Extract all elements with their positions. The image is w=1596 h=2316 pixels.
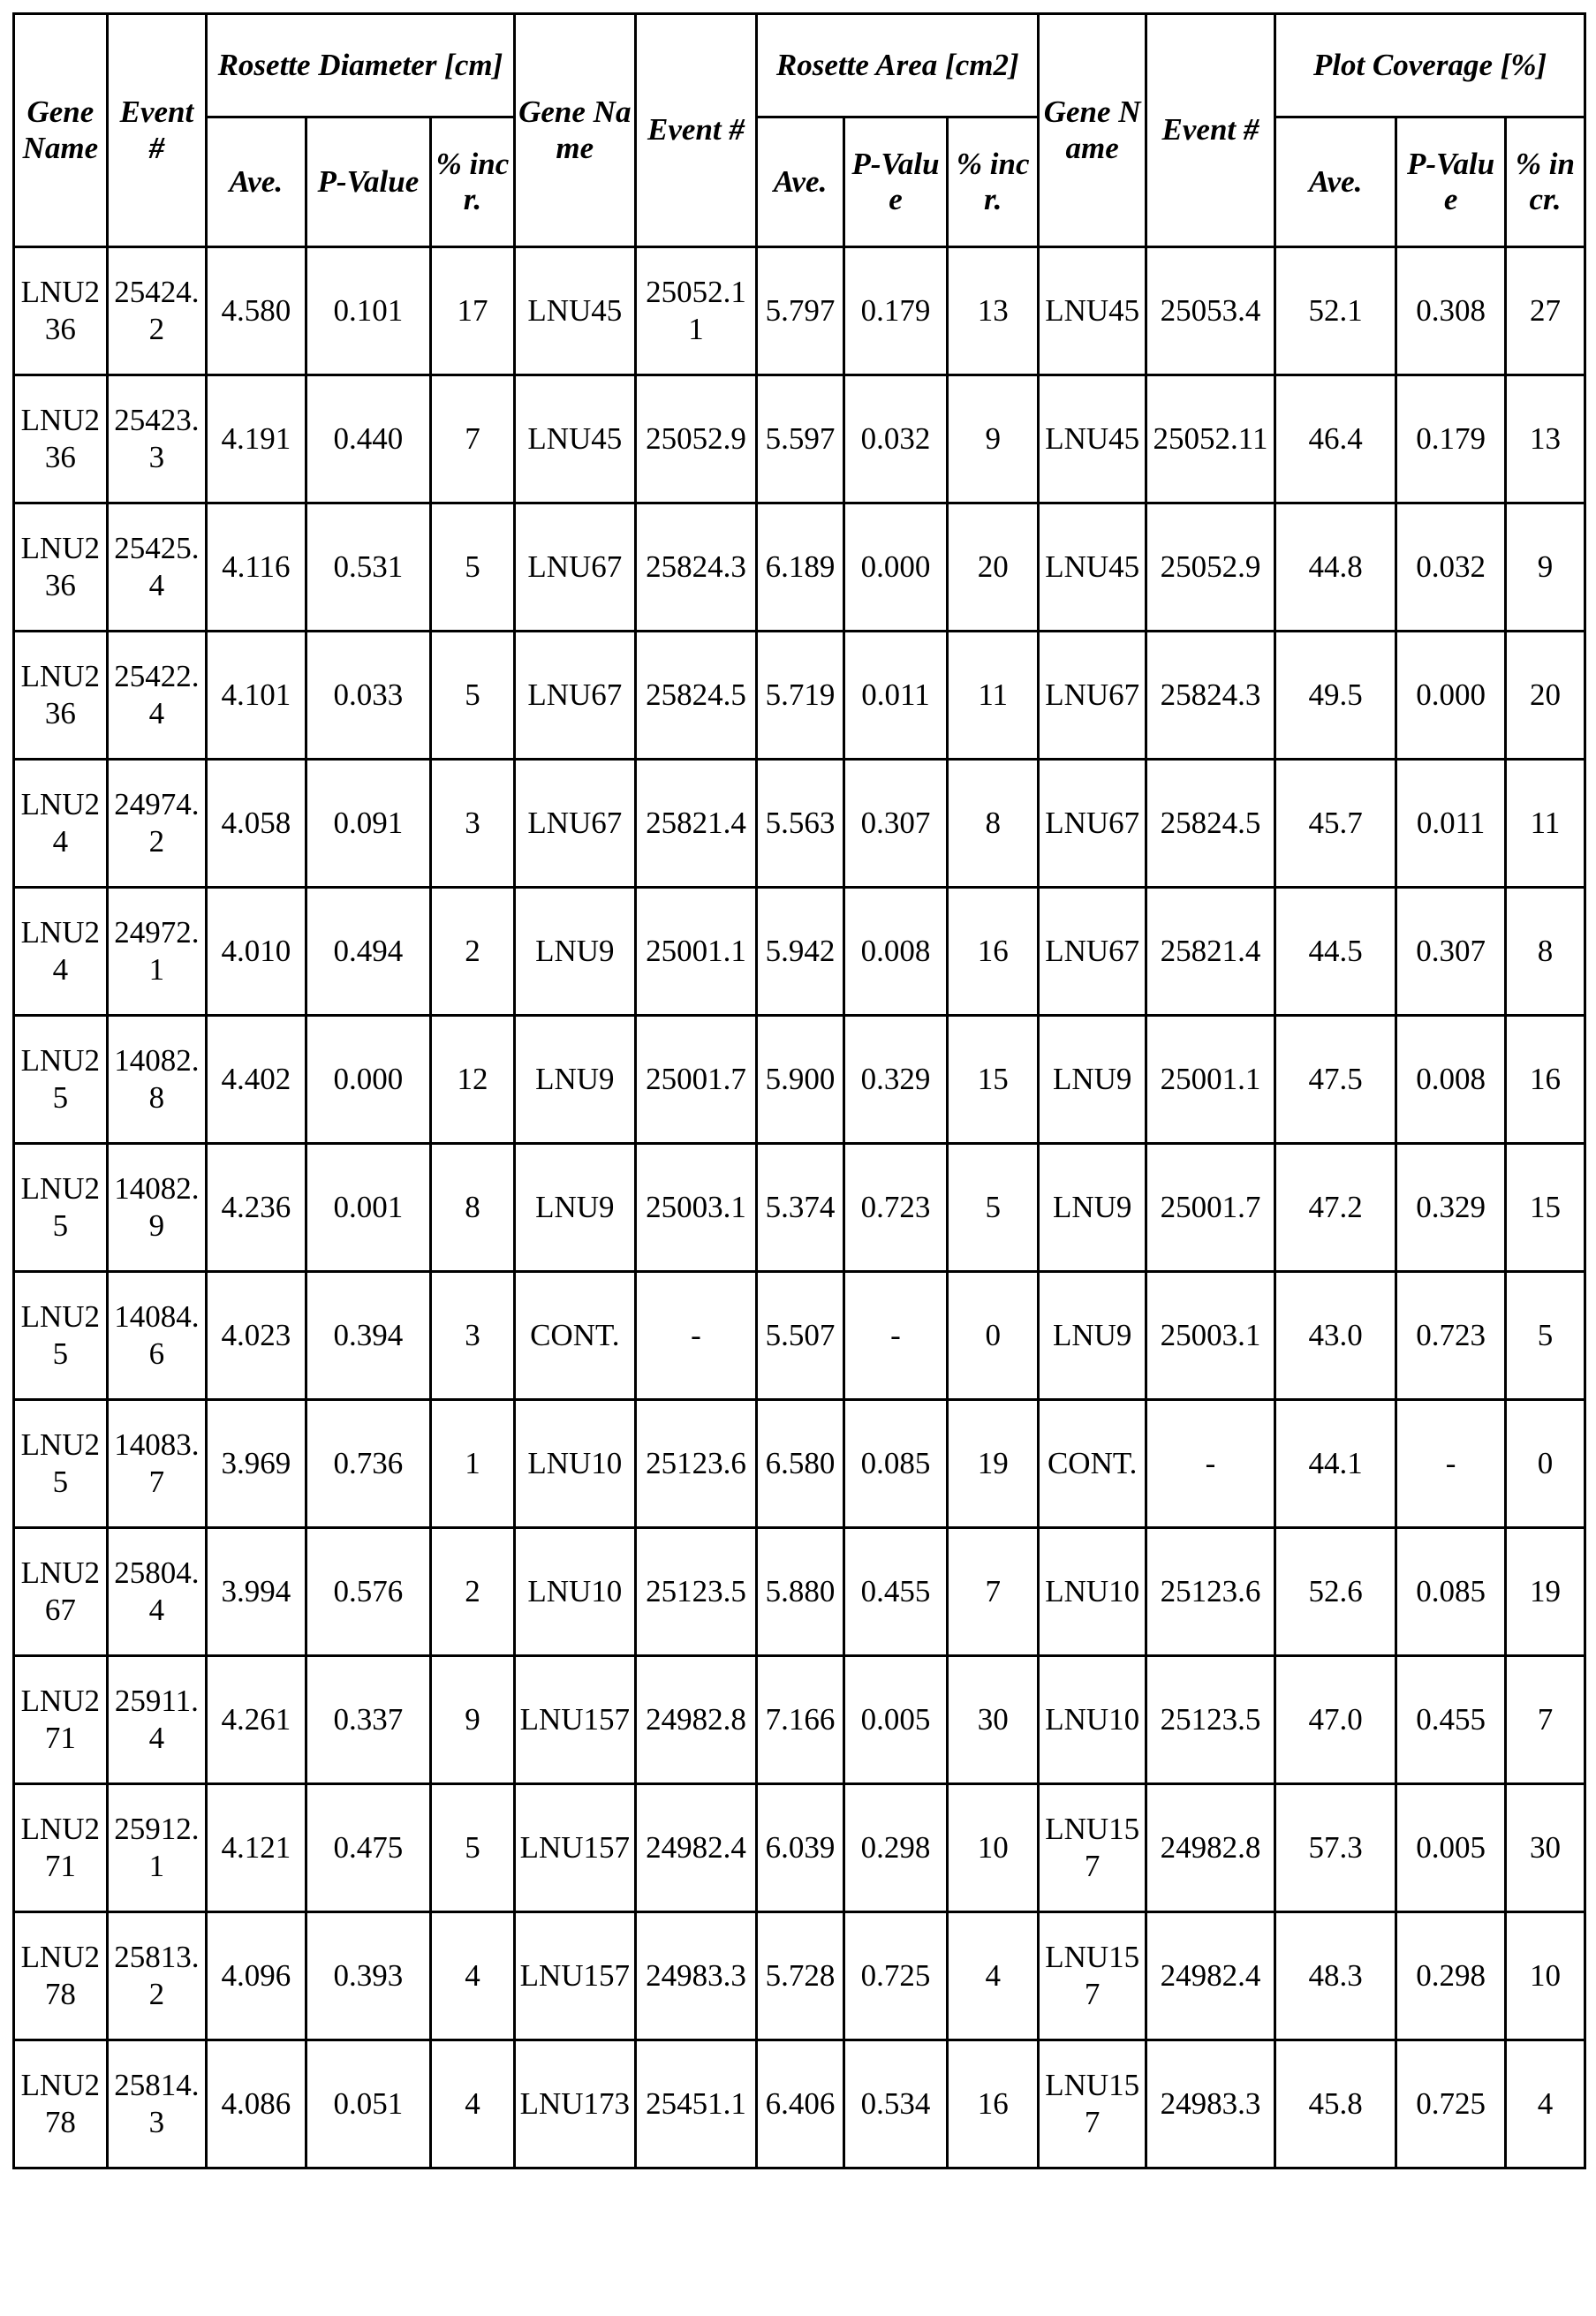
gene-name-cell: CONT. xyxy=(1039,1400,1146,1528)
rosette-area-incr-cell: 0 xyxy=(947,1272,1038,1400)
header-rosette-diameter: Rosette Diameter [cm] xyxy=(207,14,515,117)
header-p-value: P-Value xyxy=(844,117,948,247)
rosette-diameter-p-value-cell: 0.001 xyxy=(306,1144,431,1272)
gene-name-cell: CONT. xyxy=(514,1272,635,1400)
rosette-diameter-incr-cell: 4 xyxy=(431,1912,514,2040)
rosette-diameter-ave-cell: 4.261 xyxy=(207,1656,306,1784)
rosette-diameter-p-value-cell: 0.576 xyxy=(306,1528,431,1656)
gene-name-cell: LNU45 xyxy=(514,375,635,503)
rosette-diameter-incr-cell: 2 xyxy=(431,1528,514,1656)
plot-coverage-p-value-cell: 0.005 xyxy=(1396,1784,1506,1912)
rosette-diameter-p-value-cell: 0.531 xyxy=(306,503,431,632)
rosette-area-ave-cell: 7.166 xyxy=(757,1656,844,1784)
plot-coverage-incr-cell: 30 xyxy=(1505,1784,1585,1912)
plot-coverage-incr-cell: 8 xyxy=(1505,888,1585,1016)
rosette-diameter-ave-cell: 3.994 xyxy=(207,1528,306,1656)
gene-name-cell: LNU157 xyxy=(1039,1912,1146,2040)
plot-coverage-ave-cell: 45.8 xyxy=(1275,2040,1396,2168)
event-cell: - xyxy=(1146,1400,1275,1528)
plot-coverage-ave-cell: 47.2 xyxy=(1275,1144,1396,1272)
plot-coverage-ave-cell: 44.1 xyxy=(1275,1400,1396,1528)
table-row xyxy=(14,1912,1585,2040)
gene-name-cell: LNU278 xyxy=(14,1912,108,2040)
event-cell: 25423.3 xyxy=(107,375,206,503)
event-cell: 25814.3 xyxy=(107,2040,206,2168)
table-row xyxy=(14,375,1585,503)
event-cell: 25003.1 xyxy=(635,1144,756,1272)
rosette-area-ave-cell: 5.374 xyxy=(757,1144,844,1272)
gene-name-cell: LNU267 xyxy=(14,1528,108,1656)
rosette-area-ave-cell: 5.719 xyxy=(757,632,844,760)
event-cell: 25824.5 xyxy=(1146,760,1275,888)
rosette-diameter-incr-cell: 3 xyxy=(431,1272,514,1400)
plot-coverage-p-value-cell: 0.011 xyxy=(1396,760,1506,888)
gene-name-cell: LNU25 xyxy=(14,1144,108,1272)
plot-coverage-ave-cell: 49.5 xyxy=(1275,632,1396,760)
event-cell: 25001.1 xyxy=(635,888,756,1016)
gene-name-cell: LNU236 xyxy=(14,503,108,632)
plot-coverage-ave-cell: 45.7 xyxy=(1275,760,1396,888)
plot-coverage-ave-cell: 44.8 xyxy=(1275,503,1396,632)
rosette-diameter-incr-cell: 3 xyxy=(431,760,514,888)
event-cell: 25813.2 xyxy=(107,1912,206,2040)
header-gene-name: Gene Name xyxy=(514,14,635,247)
plot-coverage-p-value-cell: 0.032 xyxy=(1396,503,1506,632)
rosette-diameter-incr-cell: 9 xyxy=(431,1656,514,1784)
event-cell: 25123.5 xyxy=(1146,1656,1275,1784)
header-p-value: P-Value xyxy=(306,117,431,247)
gene-name-cell: LNU67 xyxy=(1039,888,1146,1016)
plot-coverage-p-value-cell: 0.298 xyxy=(1396,1912,1506,2040)
rosette-area-incr-cell: 10 xyxy=(947,1784,1038,1912)
rosette-diameter-ave-cell: 4.116 xyxy=(207,503,306,632)
gene-name-cell: LNU67 xyxy=(514,760,635,888)
plot-coverage-p-value-cell: 0.307 xyxy=(1396,888,1506,1016)
event-cell: 24983.3 xyxy=(1146,2040,1275,2168)
rosette-area-ave-cell: 5.900 xyxy=(757,1016,844,1144)
plot-coverage-p-value-cell: - xyxy=(1396,1400,1506,1528)
rosette-area-p-value-cell: 0.725 xyxy=(844,1912,948,2040)
event-cell: 25052.9 xyxy=(635,375,756,503)
event-cell: 25422.4 xyxy=(107,632,206,760)
rosette-area-incr-cell: 11 xyxy=(947,632,1038,760)
gene-name-cell: LNU157 xyxy=(514,1784,635,1912)
rosette-area-p-value-cell: 0.032 xyxy=(844,375,948,503)
gene-name-cell: LNU271 xyxy=(14,1656,108,1784)
event-cell: 24982.8 xyxy=(1146,1784,1275,1912)
rosette-area-ave-cell: 5.728 xyxy=(757,1912,844,2040)
gene-name-cell: LNU25 xyxy=(14,1016,108,1144)
event-cell: 25123.6 xyxy=(635,1400,756,1528)
rosette-area-ave-cell: 5.942 xyxy=(757,888,844,1016)
plot-coverage-ave-cell: 57.3 xyxy=(1275,1784,1396,1912)
table-row xyxy=(14,247,1585,375)
table-row xyxy=(14,760,1585,888)
rosette-area-incr-cell: 20 xyxy=(947,503,1038,632)
gene-name-cell: LNU67 xyxy=(1039,760,1146,888)
gene-name-cell: LNU24 xyxy=(14,888,108,1016)
gene-name-cell: LNU10 xyxy=(1039,1528,1146,1656)
rosette-area-ave-cell: 5.507 xyxy=(757,1272,844,1400)
event-cell: 14083.7 xyxy=(107,1400,206,1528)
gene-name-cell: LNU24 xyxy=(14,760,108,888)
table-row xyxy=(14,503,1585,632)
rosette-diameter-p-value-cell: 0.000 xyxy=(306,1016,431,1144)
event-cell: 24983.3 xyxy=(635,1912,756,2040)
plot-coverage-incr-cell: 16 xyxy=(1505,1016,1585,1144)
rosette-diameter-p-value-cell: 0.440 xyxy=(306,375,431,503)
rosette-area-ave-cell: 6.039 xyxy=(757,1784,844,1912)
event-cell: 25052.9 xyxy=(1146,503,1275,632)
gene-name-cell: LNU67 xyxy=(1039,632,1146,760)
gene-name-cell: LNU67 xyxy=(514,503,635,632)
rosette-area-incr-cell: 15 xyxy=(947,1016,1038,1144)
rosette-diameter-ave-cell: 4.580 xyxy=(207,247,306,375)
header-ave: Ave. xyxy=(757,117,844,247)
table-row xyxy=(14,888,1585,1016)
table-row xyxy=(14,1016,1585,1144)
gene-name-cell: LNU45 xyxy=(514,247,635,375)
rosette-diameter-p-value-cell: 0.337 xyxy=(306,1656,431,1784)
rosette-diameter-incr-cell: 1 xyxy=(431,1400,514,1528)
rosette-diameter-p-value-cell: 0.051 xyxy=(306,2040,431,2168)
event-cell: 25001.7 xyxy=(635,1016,756,1144)
plot-coverage-p-value-cell: 0.308 xyxy=(1396,247,1506,375)
rosette-area-incr-cell: 16 xyxy=(947,888,1038,1016)
rosette-diameter-incr-cell: 5 xyxy=(431,503,514,632)
rosette-diameter-p-value-cell: 0.394 xyxy=(306,1272,431,1400)
rosette-area-ave-cell: 5.797 xyxy=(757,247,844,375)
gene-name-cell: LNU236 xyxy=(14,247,108,375)
rosette-diameter-p-value-cell: 0.494 xyxy=(306,888,431,1016)
header-ave: Ave. xyxy=(1275,117,1396,247)
plot-coverage-ave-cell: 52.1 xyxy=(1275,247,1396,375)
rosette-diameter-p-value-cell: 0.033 xyxy=(306,632,431,760)
gene-name-cell: LNU157 xyxy=(514,1656,635,1784)
plot-coverage-incr-cell: 19 xyxy=(1505,1528,1585,1656)
rosette-area-p-value-cell: 0.085 xyxy=(844,1400,948,1528)
gene-name-cell: LNU10 xyxy=(1039,1656,1146,1784)
rosette-area-p-value-cell: 0.005 xyxy=(844,1656,948,1784)
rosette-area-incr-cell: 4 xyxy=(947,1912,1038,2040)
table-row xyxy=(14,632,1585,760)
gene-name-cell: LNU9 xyxy=(1039,1272,1146,1400)
header-p-value: P-Value xyxy=(1396,117,1506,247)
event-cell: 24982.4 xyxy=(635,1784,756,1912)
table-row xyxy=(14,1144,1585,1272)
plot-coverage-p-value-cell: 0.455 xyxy=(1396,1656,1506,1784)
rosette-area-p-value-cell: - xyxy=(844,1272,948,1400)
plot-coverage-p-value-cell: 0.085 xyxy=(1396,1528,1506,1656)
rosette-area-p-value-cell: 0.329 xyxy=(844,1016,948,1144)
rosette-area-incr-cell: 16 xyxy=(947,2040,1038,2168)
event-cell: 25821.4 xyxy=(1146,888,1275,1016)
header-plot-coverage: Plot Coverage [%] xyxy=(1275,14,1585,117)
rosette-diameter-p-value-cell: 0.393 xyxy=(306,1912,431,2040)
rosette-area-ave-cell: 6.580 xyxy=(757,1400,844,1528)
table-row xyxy=(14,1784,1585,1912)
rosette-diameter-ave-cell: 4.023 xyxy=(207,1272,306,1400)
gene-name-cell: LNU157 xyxy=(1039,2040,1146,2168)
gene-name-cell: LNU45 xyxy=(1039,503,1146,632)
table-row xyxy=(14,2040,1585,2168)
plot-coverage-incr-cell: 10 xyxy=(1505,1912,1585,2040)
rosette-diameter-ave-cell: 4.086 xyxy=(207,2040,306,2168)
event-cell: 25821.4 xyxy=(635,760,756,888)
gene-name-cell: LNU236 xyxy=(14,375,108,503)
rosette-area-incr-cell: 5 xyxy=(947,1144,1038,1272)
plot-coverage-ave-cell: 47.5 xyxy=(1275,1016,1396,1144)
header-sub-row xyxy=(14,117,1585,247)
event-cell: 25824.5 xyxy=(635,632,756,760)
rosette-area-p-value-cell: 0.000 xyxy=(844,503,948,632)
rosette-area-ave-cell: 6.406 xyxy=(757,2040,844,2168)
table-row xyxy=(14,1272,1585,1400)
rosette-area-incr-cell: 30 xyxy=(947,1656,1038,1784)
event-cell: 25912.1 xyxy=(107,1784,206,1912)
gene-name-cell: LNU10 xyxy=(514,1528,635,1656)
event-cell: - xyxy=(635,1272,756,1400)
rosette-area-p-value-cell: 0.307 xyxy=(844,760,948,888)
rosette-area-incr-cell: 9 xyxy=(947,375,1038,503)
event-cell: 25424.2 xyxy=(107,247,206,375)
event-cell: 25451.1 xyxy=(635,2040,756,2168)
rosette-diameter-incr-cell: 5 xyxy=(431,1784,514,1912)
gene-name-cell: LNU9 xyxy=(514,888,635,1016)
event-cell: 24974.2 xyxy=(107,760,206,888)
plot-coverage-p-value-cell: 0.179 xyxy=(1396,375,1506,503)
rosette-area-ave-cell: 5.880 xyxy=(757,1528,844,1656)
header-gene-name: Gene Name xyxy=(1039,14,1146,247)
rosette-diameter-ave-cell: 4.236 xyxy=(207,1144,306,1272)
rosette-area-ave-cell: 6.189 xyxy=(757,503,844,632)
header-group-row xyxy=(14,14,1585,117)
rosette-diameter-ave-cell: 3.969 xyxy=(207,1400,306,1528)
rosette-diameter-ave-cell: 4.121 xyxy=(207,1784,306,1912)
plot-coverage-ave-cell: 47.0 xyxy=(1275,1656,1396,1784)
plot-coverage-p-value-cell: 0.329 xyxy=(1396,1144,1506,1272)
rosette-area-ave-cell: 5.597 xyxy=(757,375,844,503)
plot-coverage-incr-cell: 9 xyxy=(1505,503,1585,632)
plot-coverage-incr-cell: 5 xyxy=(1505,1272,1585,1400)
event-cell: 25001.1 xyxy=(1146,1016,1275,1144)
rosette-area-p-value-cell: 0.008 xyxy=(844,888,948,1016)
gene-name-cell: LNU25 xyxy=(14,1272,108,1400)
table-row xyxy=(14,1400,1585,1528)
event-cell: 25824.3 xyxy=(635,503,756,632)
rosette-diameter-incr-cell: 17 xyxy=(431,247,514,375)
rosette-area-p-value-cell: 0.534 xyxy=(844,2040,948,2168)
gene-name-cell: LNU9 xyxy=(514,1016,635,1144)
plot-coverage-ave-cell: 44.5 xyxy=(1275,888,1396,1016)
gene-name-cell: LNU10 xyxy=(514,1400,635,1528)
rosette-diameter-ave-cell: 4.191 xyxy=(207,375,306,503)
plot-coverage-incr-cell: 13 xyxy=(1505,375,1585,503)
rosette-diameter-p-value-cell: 0.736 xyxy=(306,1400,431,1528)
gene-name-cell: LNU9 xyxy=(1039,1016,1146,1144)
plot-coverage-p-value-cell: 0.008 xyxy=(1396,1016,1506,1144)
event-cell: 25123.6 xyxy=(1146,1528,1275,1656)
gene-name-cell: LNU173 xyxy=(514,2040,635,2168)
plot-coverage-incr-cell: 0 xyxy=(1505,1400,1585,1528)
event-cell: 24982.4 xyxy=(1146,1912,1275,2040)
rosette-diameter-incr-cell: 8 xyxy=(431,1144,514,1272)
rosette-diameter-ave-cell: 4.096 xyxy=(207,1912,306,2040)
event-cell: 25052.11 xyxy=(1146,375,1275,503)
plot-coverage-incr-cell: 15 xyxy=(1505,1144,1585,1272)
table-body xyxy=(14,247,1585,2168)
gene-name-cell: LNU157 xyxy=(1039,1784,1146,1912)
event-cell: 25123.5 xyxy=(635,1528,756,1656)
plot-coverage-incr-cell: 20 xyxy=(1505,632,1585,760)
rosette-diameter-ave-cell: 4.402 xyxy=(207,1016,306,1144)
event-cell: 24972.1 xyxy=(107,888,206,1016)
plot-coverage-incr-cell: 11 xyxy=(1505,760,1585,888)
rosette-diameter-p-value-cell: 0.091 xyxy=(306,760,431,888)
event-cell: 25001.7 xyxy=(1146,1144,1275,1272)
plot-coverage-p-value-cell: 0.723 xyxy=(1396,1272,1506,1400)
event-cell: 14082.8 xyxy=(107,1016,206,1144)
gene-name-cell: LNU157 xyxy=(514,1912,635,2040)
event-cell: 25425.4 xyxy=(107,503,206,632)
rosette-diameter-p-value-cell: 0.475 xyxy=(306,1784,431,1912)
header-event: Event # xyxy=(635,14,756,247)
header-gene-name: Gene Name xyxy=(14,14,108,247)
rosette-diameter-ave-cell: 4.101 xyxy=(207,632,306,760)
table-row xyxy=(14,1528,1585,1656)
rosette-diameter-incr-cell: 4 xyxy=(431,2040,514,2168)
rosette-area-ave-cell: 5.563 xyxy=(757,760,844,888)
header-ave: Ave. xyxy=(207,117,306,247)
header-percent-increase: % incr. xyxy=(431,117,514,247)
event-cell: 24982.8 xyxy=(635,1656,756,1784)
gene-name-cell: LNU278 xyxy=(14,2040,108,2168)
rosette-diameter-ave-cell: 4.010 xyxy=(207,888,306,1016)
rosette-area-p-value-cell: 0.298 xyxy=(844,1784,948,1912)
results-table xyxy=(12,12,1586,2169)
gene-name-cell: LNU25 xyxy=(14,1400,108,1528)
rosette-area-p-value-cell: 0.011 xyxy=(844,632,948,760)
plot-coverage-p-value-cell: 0.000 xyxy=(1396,632,1506,760)
header-rosette-area: Rosette Area [cm2] xyxy=(757,14,1039,117)
rosette-area-incr-cell: 13 xyxy=(947,247,1038,375)
rosette-diameter-p-value-cell: 0.101 xyxy=(306,247,431,375)
header-percent-increase: % incr. xyxy=(1505,117,1585,247)
plot-coverage-ave-cell: 43.0 xyxy=(1275,1272,1396,1400)
event-cell: 14082.9 xyxy=(107,1144,206,1272)
gene-name-cell: LNU45 xyxy=(1039,247,1146,375)
rosette-area-p-value-cell: 0.723 xyxy=(844,1144,948,1272)
rosette-diameter-incr-cell: 2 xyxy=(431,888,514,1016)
rosette-area-incr-cell: 7 xyxy=(947,1528,1038,1656)
gene-name-cell: LNU9 xyxy=(514,1144,635,1272)
header-event: Event # xyxy=(107,14,206,247)
event-cell: 25003.1 xyxy=(1146,1272,1275,1400)
event-cell: 14084.6 xyxy=(107,1272,206,1400)
event-cell: 25052.11 xyxy=(635,247,756,375)
rosette-diameter-incr-cell: 7 xyxy=(431,375,514,503)
gene-name-cell: LNU236 xyxy=(14,632,108,760)
gene-name-cell: LNU271 xyxy=(14,1784,108,1912)
gene-name-cell: LNU67 xyxy=(514,632,635,760)
rosette-area-p-value-cell: 0.179 xyxy=(844,247,948,375)
plot-coverage-incr-cell: 4 xyxy=(1505,2040,1585,2168)
header-percent-increase: % incr. xyxy=(947,117,1038,247)
plot-coverage-p-value-cell: 0.725 xyxy=(1396,2040,1506,2168)
event-cell: 25911.4 xyxy=(107,1656,206,1784)
event-cell: 25053.4 xyxy=(1146,247,1275,375)
table-row xyxy=(14,1656,1585,1784)
rosette-area-p-value-cell: 0.455 xyxy=(844,1528,948,1656)
plot-coverage-ave-cell: 48.3 xyxy=(1275,1912,1396,2040)
event-cell: 25804.4 xyxy=(107,1528,206,1656)
event-cell: 25824.3 xyxy=(1146,632,1275,760)
rosette-diameter-incr-cell: 5 xyxy=(431,632,514,760)
plot-coverage-ave-cell: 46.4 xyxy=(1275,375,1396,503)
gene-name-cell: LNU45 xyxy=(1039,375,1146,503)
rosette-diameter-incr-cell: 12 xyxy=(431,1016,514,1144)
rosette-area-incr-cell: 19 xyxy=(947,1400,1038,1528)
plot-coverage-ave-cell: 52.6 xyxy=(1275,1528,1396,1656)
rosette-diameter-ave-cell: 4.058 xyxy=(207,760,306,888)
rosette-area-incr-cell: 8 xyxy=(947,760,1038,888)
plot-coverage-incr-cell: 7 xyxy=(1505,1656,1585,1784)
plot-coverage-incr-cell: 27 xyxy=(1505,247,1585,375)
gene-name-cell: LNU9 xyxy=(1039,1144,1146,1272)
header-event: Event # xyxy=(1146,14,1275,247)
